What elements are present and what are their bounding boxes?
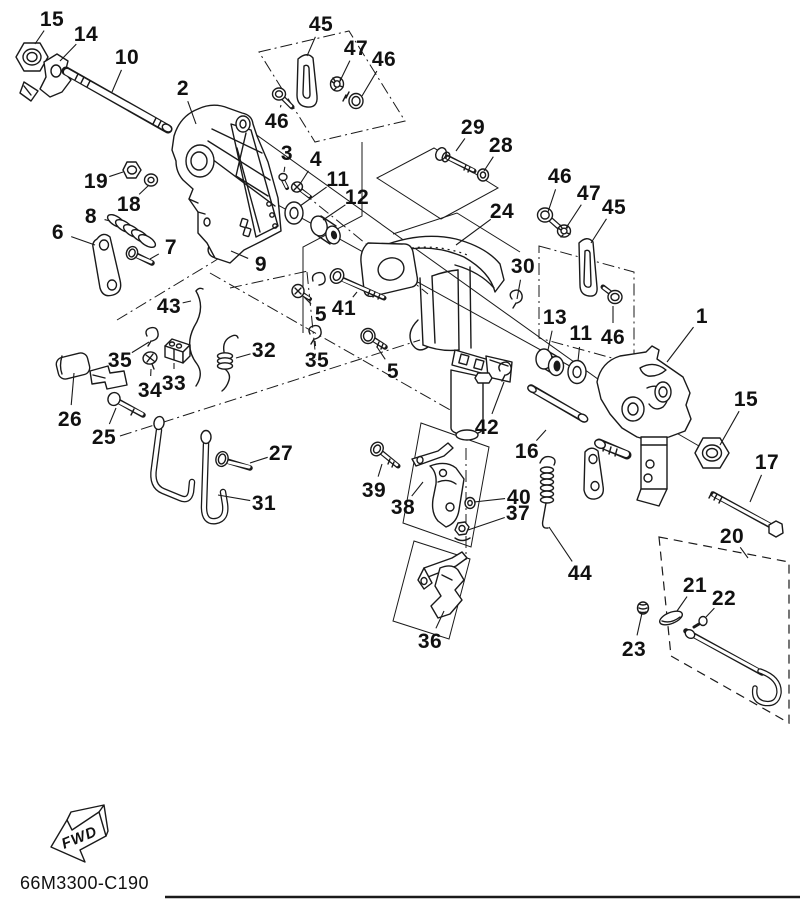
part-label-7: 7	[164, 236, 178, 259]
part-label-38: 38	[390, 496, 416, 519]
part-label-1: 1	[695, 305, 709, 328]
leader-line-47	[566, 205, 581, 228]
part-label-15: 15	[733, 388, 759, 411]
part-43-link-wire	[190, 288, 203, 386]
leader-line-45	[591, 219, 606, 243]
part-label-46: 46	[371, 48, 397, 71]
part-39-bolt	[368, 440, 398, 467]
part-label-4: 4	[309, 148, 323, 171]
part-label-12: 12	[344, 186, 370, 209]
part-label-43: 43	[156, 295, 182, 318]
leader-line-15	[720, 411, 739, 445]
part-label-5: 5	[314, 303, 328, 326]
leader-line-14	[60, 44, 76, 61]
part-label-28: 28	[488, 134, 514, 157]
part-44-return-spring	[540, 457, 555, 528]
leader-line-47	[340, 61, 350, 81]
leader-line-42	[492, 382, 504, 414]
leader-line-28	[484, 157, 493, 171]
part-label-6: 6	[51, 221, 65, 244]
leader-line-13	[548, 331, 552, 350]
part-label-40: 40	[506, 486, 532, 509]
part-8-spring	[106, 212, 158, 250]
part-13-bushing	[536, 349, 564, 376]
part-5-screw-upper	[292, 273, 325, 299]
leader-line-27	[250, 457, 268, 463]
part-label-45: 45	[308, 13, 334, 36]
part-label-11: 11	[569, 322, 593, 345]
part-label-46: 46	[600, 326, 626, 349]
leader-line-1	[667, 327, 694, 362]
part-6-latch-lever	[93, 234, 121, 295]
part-label-32: 32	[251, 339, 277, 362]
part-label-39: 39	[361, 479, 387, 502]
leader-line-35	[315, 341, 316, 346]
part-label-24: 24	[489, 200, 515, 223]
leader-line-6	[71, 237, 95, 245]
part-37-nut	[455, 522, 470, 541]
part-38-bracket	[412, 443, 464, 527]
part-label-33: 33	[161, 372, 187, 395]
part-20-tilt-rod-assembly	[684, 628, 779, 704]
leader-line-23	[637, 613, 642, 635]
part-27-bolt	[214, 450, 250, 468]
part-label-44: 44	[567, 562, 593, 585]
part-36-bracket	[418, 552, 467, 618]
fwd-direction-arrow	[51, 805, 108, 862]
part-46-bolt-lower-right	[603, 287, 622, 304]
part-label-42: 42	[474, 416, 500, 439]
part-21-pad	[658, 608, 684, 627]
part-label-16: 16	[514, 440, 540, 463]
leader-line-46	[548, 189, 556, 212]
part-18-washer	[145, 174, 158, 186]
part-label-20: 20	[719, 525, 745, 548]
part-label-17: 17	[754, 451, 780, 474]
part-label-26: 26	[57, 408, 83, 431]
part-label-22: 22	[711, 587, 737, 610]
part-label-15: 15	[39, 8, 65, 31]
part-24-swivel-bracket-assembly	[361, 236, 512, 440]
part-30-clip	[510, 290, 522, 308]
part-34-screw	[142, 350, 159, 369]
part-45-adjuster-strap-right	[579, 239, 597, 296]
leader-line-15	[35, 31, 44, 44]
part-3-stud	[279, 174, 287, 189]
part-label-13: 13	[542, 306, 568, 329]
leader-line-7	[150, 254, 159, 259]
part-label-46: 46	[264, 110, 290, 133]
leader-line-19	[109, 172, 123, 177]
part-label-35: 35	[107, 349, 133, 372]
leader-line-3	[284, 167, 285, 172]
fwd-label: FWD	[59, 823, 100, 853]
part-label-45: 45	[601, 196, 627, 219]
part-22-screw	[694, 617, 707, 628]
leader-line-35	[132, 342, 149, 353]
leader-line-29	[456, 138, 465, 151]
leader-line-12	[323, 205, 345, 220]
dashed-box-tilt-rod	[659, 537, 789, 723]
label-leader-lines	[35, 31, 762, 636]
part-28-washer	[478, 169, 489, 181]
part-40-washer	[465, 498, 475, 509]
part-label-18: 18	[116, 193, 142, 216]
leader-line-4	[300, 171, 308, 184]
part-10-through-rod	[66, 71, 173, 134]
part-46-bolt-top-left	[273, 88, 293, 107]
part-label-2: 2	[176, 77, 190, 100]
part-label-8: 8	[84, 205, 98, 228]
part-7-bolt	[125, 245, 152, 263]
leader-line-32	[236, 354, 251, 358]
part-29-bolt	[434, 146, 474, 172]
part-47-lock-washer-right	[558, 225, 571, 237]
leader-line-25	[109, 408, 116, 424]
part-label-25: 25	[91, 426, 117, 449]
part-label-14: 14	[73, 23, 99, 46]
part-15-locknut-right	[695, 438, 729, 468]
part-46-bolt-top-right	[343, 92, 363, 109]
part-label-31: 31	[251, 492, 277, 515]
part-label-27: 27	[268, 442, 294, 465]
leader-line-46	[362, 71, 377, 96]
leader-line-40	[474, 499, 505, 502]
leader-line-44	[549, 527, 572, 561]
part-label-47: 47	[343, 37, 369, 60]
part-19-hex-nut	[123, 162, 141, 178]
leader-line-10	[112, 70, 121, 92]
part-11-washer-right	[568, 361, 586, 384]
part-label-37: 37	[505, 502, 531, 525]
leader-line-43	[183, 301, 191, 303]
exploded-view-planes	[303, 142, 520, 639]
part-label-11: 11	[326, 168, 350, 191]
leader-line-46	[280, 105, 281, 107]
part-label-47: 47	[576, 182, 602, 205]
leader-line-17	[750, 475, 762, 502]
part-label-21: 21	[682, 574, 708, 597]
leader-line-30	[517, 280, 520, 299]
leader-line-39	[378, 464, 382, 477]
part-label-29: 29	[460, 116, 486, 139]
part-label-36: 36	[417, 630, 443, 653]
leader-line-37	[468, 518, 505, 530]
part-label-34: 34	[137, 379, 163, 402]
part-label-10: 10	[114, 46, 140, 69]
part-15-locknut-left	[16, 43, 48, 71]
part-label-30: 30	[510, 255, 536, 278]
part-23-grommet	[638, 602, 649, 614]
part-label-23: 23	[621, 638, 647, 661]
part-45-adjuster-strap-top	[297, 55, 317, 107]
part-32-spring	[218, 335, 239, 391]
part-5-screw-lower	[361, 329, 385, 350]
part-33-cable-clamp-block	[165, 339, 190, 363]
part-1-clamp-bracket-right	[584, 346, 691, 506]
part-label-19: 19	[83, 170, 109, 193]
part-label-41: 41	[331, 297, 357, 320]
leader-line-21	[677, 597, 687, 611]
part-label-9: 9	[254, 253, 268, 276]
part-47-lock-washer-top	[331, 77, 344, 91]
part-16-pin-rod	[527, 384, 589, 423]
part-31-shift-lever-wire	[153, 416, 225, 521]
diagram-code: 66M3300-C190	[20, 873, 149, 893]
part-label-35: 35	[304, 349, 330, 372]
part-26-rubber-block	[55, 351, 91, 380]
part-label-5: 5	[386, 360, 400, 383]
part-label-3: 3	[280, 142, 294, 165]
leader-line-38	[412, 482, 423, 496]
part-label-46: 46	[547, 165, 573, 188]
